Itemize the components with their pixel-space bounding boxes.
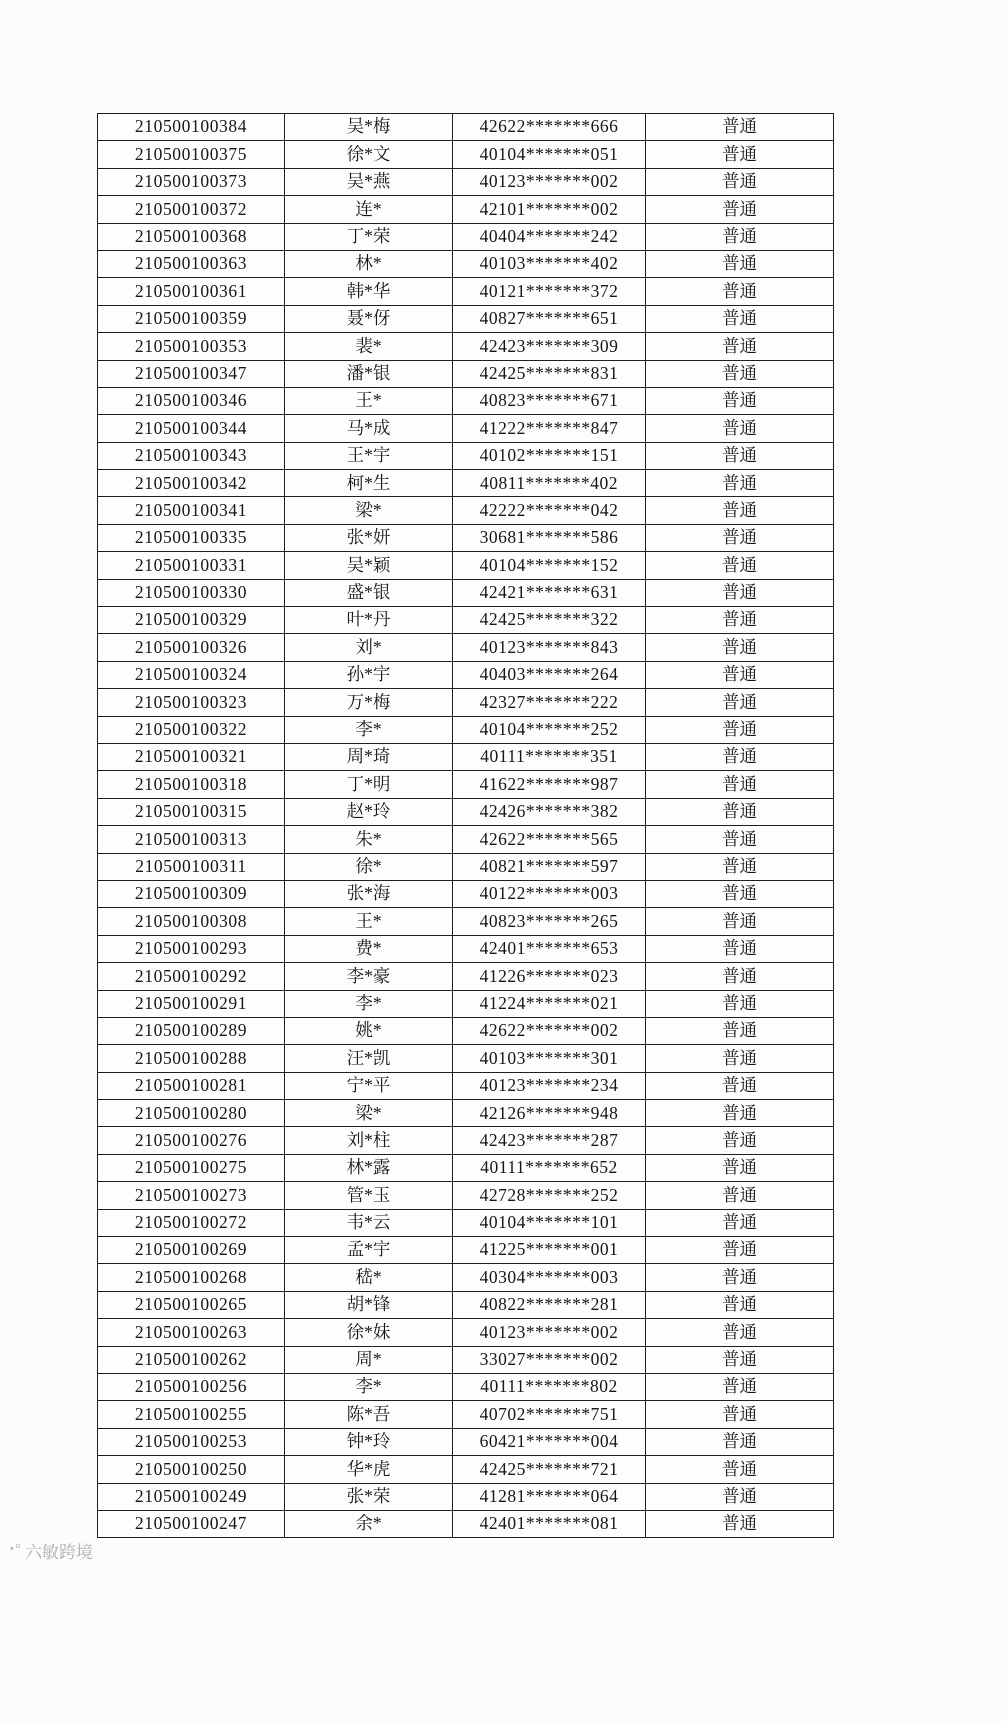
registration-id: 210500100372 xyxy=(98,196,285,223)
registration-id: 210500100269 xyxy=(98,1237,285,1264)
table-row xyxy=(98,360,834,387)
registration-id: 210500100249 xyxy=(98,1483,285,1510)
masked-name: 管*玉 xyxy=(285,1182,453,1209)
registration-id: 210500100289 xyxy=(98,1017,285,1044)
registration-id: 210500100323 xyxy=(98,689,285,716)
category: 普通 xyxy=(646,1100,834,1127)
masked-id-number: 40121*******372 xyxy=(453,278,646,305)
registration-id: 210500100335 xyxy=(98,524,285,551)
roster-table xyxy=(97,113,834,1538)
table-row xyxy=(98,935,834,962)
masked-name: 费* xyxy=(285,935,453,962)
masked-name: 吴*颖 xyxy=(285,552,453,579)
registration-id: 210500100324 xyxy=(98,661,285,688)
masked-name: 孟*宇 xyxy=(285,1237,453,1264)
table-row xyxy=(98,826,834,853)
category: 普通 xyxy=(646,1209,834,1236)
registration-id: 210500100344 xyxy=(98,415,285,442)
masked-name: 刘* xyxy=(285,634,453,661)
masked-name: 刘*柱 xyxy=(285,1127,453,1154)
masked-name: 丁*明 xyxy=(285,771,453,798)
masked-id-number: 40104*******152 xyxy=(453,552,646,579)
table-row xyxy=(98,278,834,305)
registration-id: 210500100292 xyxy=(98,963,285,990)
registration-id: 210500100329 xyxy=(98,607,285,634)
masked-name: 韦*云 xyxy=(285,1209,453,1236)
masked-name: 张*海 xyxy=(285,880,453,907)
masked-name: 盛*银 xyxy=(285,579,453,606)
masked-id-number: 40123*******002 xyxy=(453,168,646,195)
registration-id: 210500100280 xyxy=(98,1100,285,1127)
masked-id-number: 42222*******042 xyxy=(453,497,646,524)
masked-name: 王* xyxy=(285,387,453,414)
registration-id: 210500100321 xyxy=(98,743,285,770)
masked-name: 聂*伢 xyxy=(285,305,453,332)
category: 普通 xyxy=(646,963,834,990)
masked-name: 连* xyxy=(285,196,453,223)
masked-id-number: 41224*******021 xyxy=(453,990,646,1017)
category: 普通 xyxy=(646,524,834,551)
table-row xyxy=(98,1428,834,1455)
registration-id: 210500100275 xyxy=(98,1154,285,1181)
table-row xyxy=(98,1017,834,1044)
registration-id: 210500100293 xyxy=(98,935,285,962)
table-row xyxy=(98,1319,834,1346)
table-body xyxy=(98,114,834,1538)
masked-id-number: 40823*******671 xyxy=(453,387,646,414)
registration-id: 210500100288 xyxy=(98,1045,285,1072)
table-row xyxy=(98,552,834,579)
masked-id-number: 42401*******653 xyxy=(453,935,646,962)
masked-name: 叶*丹 xyxy=(285,607,453,634)
registration-id: 210500100342 xyxy=(98,470,285,497)
registration-id: 210500100276 xyxy=(98,1127,285,1154)
masked-name: 孙*宇 xyxy=(285,661,453,688)
category: 普通 xyxy=(646,771,834,798)
category: 普通 xyxy=(646,114,834,141)
table-row xyxy=(98,1510,834,1537)
category: 普通 xyxy=(646,661,834,688)
table-row xyxy=(98,1346,834,1373)
masked-name: 吴*梅 xyxy=(285,114,453,141)
masked-name: 张*妍 xyxy=(285,524,453,551)
masked-id-number: 42622*******666 xyxy=(453,114,646,141)
category: 普通 xyxy=(646,634,834,661)
registration-id: 210500100373 xyxy=(98,168,285,195)
masked-id-number: 40823*******265 xyxy=(453,908,646,935)
masked-id-number: 40821*******597 xyxy=(453,853,646,880)
category: 普通 xyxy=(646,415,834,442)
masked-id-number: 42126*******948 xyxy=(453,1100,646,1127)
table-row xyxy=(98,607,834,634)
registration-id: 210500100313 xyxy=(98,826,285,853)
category: 普通 xyxy=(646,908,834,935)
table-row xyxy=(98,853,834,880)
registration-id: 210500100326 xyxy=(98,634,285,661)
category: 普通 xyxy=(646,1428,834,1455)
masked-id-number: 41222*******847 xyxy=(453,415,646,442)
masked-name: 徐* xyxy=(285,853,453,880)
registration-id: 210500100341 xyxy=(98,497,285,524)
category: 普通 xyxy=(646,743,834,770)
masked-name: 林* xyxy=(285,250,453,277)
category: 普通 xyxy=(646,552,834,579)
registration-id: 210500100347 xyxy=(98,360,285,387)
masked-id-number: 33027*******002 xyxy=(453,1346,646,1373)
registration-id: 210500100256 xyxy=(98,1373,285,1400)
table-row xyxy=(98,1209,834,1236)
category: 普通 xyxy=(646,1291,834,1318)
masked-name: 汪*凯 xyxy=(285,1045,453,1072)
category: 普通 xyxy=(646,1264,834,1291)
category: 普通 xyxy=(646,1072,834,1099)
masked-name: 徐*文 xyxy=(285,141,453,168)
masked-name: 王* xyxy=(285,908,453,935)
registration-id: 210500100255 xyxy=(98,1401,285,1428)
table-row xyxy=(98,1127,834,1154)
masked-name: 胡*锋 xyxy=(285,1291,453,1318)
category: 普通 xyxy=(646,880,834,907)
registration-id: 210500100322 xyxy=(98,716,285,743)
masked-id-number: 40403*******264 xyxy=(453,661,646,688)
table-row xyxy=(98,333,834,360)
table-row xyxy=(98,305,834,332)
masked-name: 梁* xyxy=(285,1100,453,1127)
registration-id: 210500100263 xyxy=(98,1319,285,1346)
masked-name: 周* xyxy=(285,1346,453,1373)
masked-id-number: 41226*******023 xyxy=(453,963,646,990)
masked-name: 李* xyxy=(285,1373,453,1400)
category: 普通 xyxy=(646,387,834,414)
table-row xyxy=(98,634,834,661)
masked-id-number: 40827*******651 xyxy=(453,305,646,332)
masked-id-number: 40104*******101 xyxy=(453,1209,646,1236)
masked-name: 王*宇 xyxy=(285,442,453,469)
category: 普通 xyxy=(646,1456,834,1483)
masked-name: 马*成 xyxy=(285,415,453,442)
masked-id-number: 42327*******222 xyxy=(453,689,646,716)
table-row xyxy=(98,771,834,798)
masked-id-number: 40104*******252 xyxy=(453,716,646,743)
table-row xyxy=(98,1100,834,1127)
masked-name: 吴*燕 xyxy=(285,168,453,195)
table-row xyxy=(98,990,834,1017)
masked-id-number: 42728*******252 xyxy=(453,1182,646,1209)
masked-name: 李*豪 xyxy=(285,963,453,990)
registration-id: 210500100346 xyxy=(98,387,285,414)
masked-name: 韩*华 xyxy=(285,278,453,305)
category: 普通 xyxy=(646,250,834,277)
registration-id: 210500100368 xyxy=(98,223,285,250)
category: 普通 xyxy=(646,1154,834,1181)
category: 普通 xyxy=(646,223,834,250)
registration-id: 210500100247 xyxy=(98,1510,285,1537)
category: 普通 xyxy=(646,305,834,332)
table-row xyxy=(98,415,834,442)
table-row xyxy=(98,1154,834,1181)
table-row xyxy=(98,250,834,277)
registration-id: 210500100359 xyxy=(98,305,285,332)
category: 普通 xyxy=(646,1346,834,1373)
category: 普通 xyxy=(646,607,834,634)
registration-id: 210500100375 xyxy=(98,141,285,168)
table-row xyxy=(98,524,834,551)
masked-id-number: 40103*******402 xyxy=(453,250,646,277)
masked-id-number: 40822*******281 xyxy=(453,1291,646,1318)
masked-id-number: 40102*******151 xyxy=(453,442,646,469)
masked-id-number: 40123*******843 xyxy=(453,634,646,661)
table-row xyxy=(98,1291,834,1318)
category: 普通 xyxy=(646,798,834,825)
table-row xyxy=(98,1237,834,1264)
table-row xyxy=(98,716,834,743)
masked-id-number: 40123*******002 xyxy=(453,1319,646,1346)
registration-id: 210500100291 xyxy=(98,990,285,1017)
category: 普通 xyxy=(646,1483,834,1510)
registration-id: 210500100268 xyxy=(98,1264,285,1291)
table-row xyxy=(98,1483,834,1510)
registration-id: 210500100361 xyxy=(98,278,285,305)
table-row xyxy=(98,114,834,141)
masked-id-number: 42426*******382 xyxy=(453,798,646,825)
category: 普通 xyxy=(646,1017,834,1044)
category: 普通 xyxy=(646,826,834,853)
registration-id: 210500100262 xyxy=(98,1346,285,1373)
category: 普通 xyxy=(646,579,834,606)
category: 普通 xyxy=(646,333,834,360)
table-row xyxy=(98,661,834,688)
masked-id-number: 42401*******081 xyxy=(453,1510,646,1537)
masked-id-number: 40111*******802 xyxy=(453,1373,646,1400)
table-row xyxy=(98,689,834,716)
category: 普通 xyxy=(646,168,834,195)
masked-name: 宁*平 xyxy=(285,1072,453,1099)
table-row xyxy=(98,1373,834,1400)
table-row xyxy=(98,1072,834,1099)
registration-id: 210500100318 xyxy=(98,771,285,798)
registration-id: 210500100265 xyxy=(98,1291,285,1318)
masked-id-number: 40111*******351 xyxy=(453,743,646,770)
table-row xyxy=(98,908,834,935)
registration-id: 210500100384 xyxy=(98,114,285,141)
category: 普通 xyxy=(646,689,834,716)
masked-id-number: 40103*******301 xyxy=(453,1045,646,1072)
masked-id-number: 41281*******064 xyxy=(453,1483,646,1510)
table-row xyxy=(98,497,834,524)
table-row xyxy=(98,880,834,907)
table-row xyxy=(98,1264,834,1291)
masked-name: 周*琦 xyxy=(285,743,453,770)
table-row xyxy=(98,168,834,195)
category: 普通 xyxy=(646,716,834,743)
category: 普通 xyxy=(646,470,834,497)
masked-name: 李* xyxy=(285,716,453,743)
registration-id: 210500100250 xyxy=(98,1456,285,1483)
category: 普通 xyxy=(646,497,834,524)
watermark-logo-icon: ◔° xyxy=(6,1541,22,1558)
table-row xyxy=(98,387,834,414)
masked-id-number: 41622*******987 xyxy=(453,771,646,798)
masked-id-number: 40702*******751 xyxy=(453,1401,646,1428)
category: 普通 xyxy=(646,360,834,387)
watermark-text: 六敏跨境 xyxy=(25,1543,94,1562)
registration-id: 210500100253 xyxy=(98,1428,285,1455)
masked-name: 林*露 xyxy=(285,1154,453,1181)
registration-id: 210500100363 xyxy=(98,250,285,277)
category: 普通 xyxy=(646,990,834,1017)
masked-id-number: 40122*******003 xyxy=(453,880,646,907)
masked-id-number: 40304*******003 xyxy=(453,1264,646,1291)
masked-name: 余* xyxy=(285,1510,453,1537)
registration-id: 210500100273 xyxy=(98,1182,285,1209)
category: 普通 xyxy=(646,1237,834,1264)
category: 普通 xyxy=(646,1127,834,1154)
masked-name: 朱* xyxy=(285,826,453,853)
masked-name: 赵*玲 xyxy=(285,798,453,825)
category: 普通 xyxy=(646,141,834,168)
masked-name: 潘*银 xyxy=(285,360,453,387)
masked-name: 华*虎 xyxy=(285,1456,453,1483)
masked-name: 张*荣 xyxy=(285,1483,453,1510)
table-row xyxy=(98,1456,834,1483)
masked-id-number: 40111*******652 xyxy=(453,1154,646,1181)
masked-name: 丁*荣 xyxy=(285,223,453,250)
table-row xyxy=(98,141,834,168)
masked-id-number: 42622*******565 xyxy=(453,826,646,853)
table-row xyxy=(98,442,834,469)
table-row xyxy=(98,1045,834,1072)
registration-id: 210500100309 xyxy=(98,880,285,907)
masked-id-number: 42101*******002 xyxy=(453,196,646,223)
masked-id-number: 42425*******322 xyxy=(453,607,646,634)
registration-id: 210500100311 xyxy=(98,853,285,880)
category: 普通 xyxy=(646,1373,834,1400)
category: 普通 xyxy=(646,196,834,223)
masked-id-number: 40811*******402 xyxy=(453,470,646,497)
masked-name: 钟*玲 xyxy=(285,1428,453,1455)
masked-id-number: 40123*******234 xyxy=(453,1072,646,1099)
registration-id: 210500100343 xyxy=(98,442,285,469)
category: 普通 xyxy=(646,935,834,962)
masked-id-number: 42425*******721 xyxy=(453,1456,646,1483)
masked-name: 姚* xyxy=(285,1017,453,1044)
registration-id: 210500100281 xyxy=(98,1072,285,1099)
registration-id: 210500100308 xyxy=(98,908,285,935)
registration-id: 210500100331 xyxy=(98,552,285,579)
registration-id: 210500100315 xyxy=(98,798,285,825)
masked-name: 柯*生 xyxy=(285,470,453,497)
masked-id-number: 42622*******002 xyxy=(453,1017,646,1044)
masked-id-number: 30681*******586 xyxy=(453,524,646,551)
table-row xyxy=(98,963,834,990)
category: 普通 xyxy=(646,1510,834,1537)
masked-id-number: 42421*******631 xyxy=(453,579,646,606)
registration-id: 210500100353 xyxy=(98,333,285,360)
masked-name: 裴* xyxy=(285,333,453,360)
category: 普通 xyxy=(646,442,834,469)
masked-id-number: 40104*******051 xyxy=(453,141,646,168)
category: 普通 xyxy=(646,1401,834,1428)
table-row xyxy=(98,223,834,250)
table-row xyxy=(98,196,834,223)
masked-name: 李* xyxy=(285,990,453,1017)
category: 普通 xyxy=(646,1182,834,1209)
table-row xyxy=(98,579,834,606)
masked-id-number: 42423*******287 xyxy=(453,1127,646,1154)
masked-name: 嵇* xyxy=(285,1264,453,1291)
masked-name: 陈*吾 xyxy=(285,1401,453,1428)
table-row xyxy=(98,1182,834,1209)
watermark xyxy=(6,1538,93,1563)
masked-name: 徐*妹 xyxy=(285,1319,453,1346)
masked-id-number: 42425*******831 xyxy=(453,360,646,387)
masked-id-number: 42423*******309 xyxy=(453,333,646,360)
registration-id: 210500100330 xyxy=(98,579,285,606)
registration-id: 210500100272 xyxy=(98,1209,285,1236)
table-row xyxy=(98,743,834,770)
table-row xyxy=(98,1401,834,1428)
table-row xyxy=(98,470,834,497)
category: 普通 xyxy=(646,1319,834,1346)
masked-name: 梁* xyxy=(285,497,453,524)
category: 普通 xyxy=(646,853,834,880)
masked-id-number: 41225*******001 xyxy=(453,1237,646,1264)
masked-id-number: 60421*******004 xyxy=(453,1428,646,1455)
category: 普通 xyxy=(646,1045,834,1072)
masked-id-number: 40404*******242 xyxy=(453,223,646,250)
table-row xyxy=(98,798,834,825)
category: 普通 xyxy=(646,278,834,305)
masked-name: 万*梅 xyxy=(285,689,453,716)
